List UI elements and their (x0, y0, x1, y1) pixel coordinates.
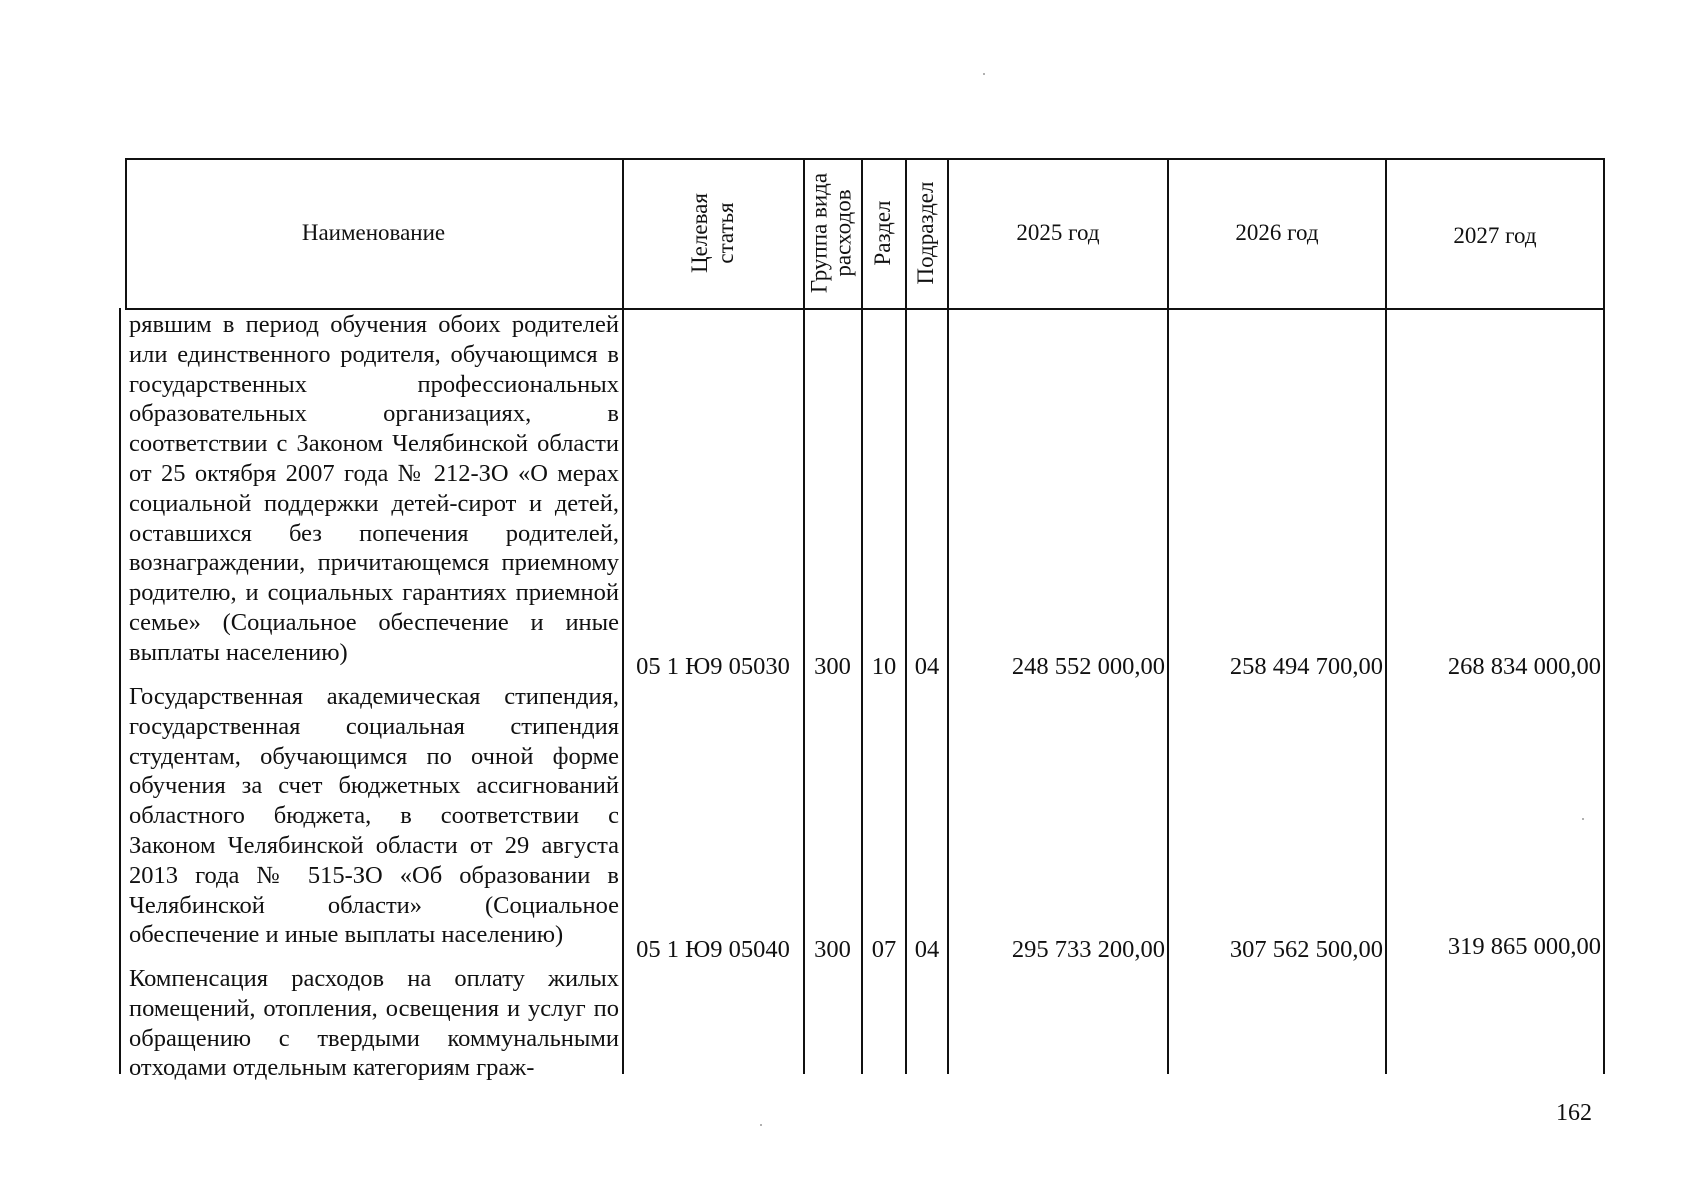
row-name-1: рявшим в период обучения обоих родителей или единственного родителя, обучающимся в государственных профессиональных образовательных организациях, в соответствии с Законом Челябинской области от 25 октября 2007 года № 212-ЗО «О мерах социальной поддержки детей-сирот и детей, оставшихся без попечения родителей, вознаграждении, причитающемся приемному родителю, и социальных гарантиях приемной семье» (Социальное обеспечение и иные выплаты населению) (129, 311, 619, 666)
row-subsection-2: 04 (914, 936, 940, 963)
col-divider-right (1603, 158, 1605, 1074)
row-expense-group-2: 300 (814, 936, 851, 963)
row-2025-1: 248 552 000,00 (1011, 653, 1165, 680)
row-section-2: 07 (871, 936, 897, 963)
budget-table (125, 158, 1605, 1082)
header-expense-group: Группа вида расходов (806, 172, 856, 294)
row-2025-2: 295 733 200,00 (1011, 936, 1165, 963)
row-name-3: Компенсация расходов на оплату жилых помещений, отопления, освещения и услуг по обращению с твердыми коммунальными отходами отдельным категориям граж- (129, 965, 619, 1082)
row-2026-2: 307 562 500,00 (1229, 936, 1383, 963)
header-year-2025: 2025 год (1016, 220, 1100, 245)
row-2027-2: 319 865 000,00 (1447, 933, 1601, 960)
row-target-article-2: 05 1 Ю9 05040 (636, 936, 790, 963)
header-name: Наименование (301, 220, 446, 245)
header-year-2027: 2027 год (1453, 222, 1537, 248)
row-target-article-1: 05 1 Ю9 05030 (636, 653, 790, 680)
scan-speck (760, 1124, 762, 1126)
page-number: 162 (1556, 1100, 1592, 1126)
header-subsection: Подраздел (913, 181, 938, 285)
header-section: Раздел (870, 200, 895, 266)
row-subsection-1: 04 (914, 653, 940, 680)
row-2026-1: 258 494 700,00 (1229, 653, 1383, 680)
scan-speck (1582, 818, 1584, 820)
body-left-border (119, 308, 121, 1074)
header-target-article: Целевая статья (687, 193, 738, 273)
row-name-2: Государственная академическая стипендия, государственная социальная стипендия студентам, обучающимся по очной форме обучения за счет бюджетных ассигнований областного бюджета, в соответствии с Законом Челябинской области от 29 августа 2013 года № 515-ЗО «Об образовании в Челябинской области» (Социальное обеспечение и иные выплаты населению) (129, 683, 619, 949)
row-section-1: 10 (871, 653, 897, 680)
row-2027-1: 268 834 000,00 (1447, 653, 1601, 680)
header-year-2026: 2026 год (1235, 220, 1319, 245)
row-expense-group-1: 300 (814, 653, 851, 680)
scan-speck (983, 73, 985, 75)
